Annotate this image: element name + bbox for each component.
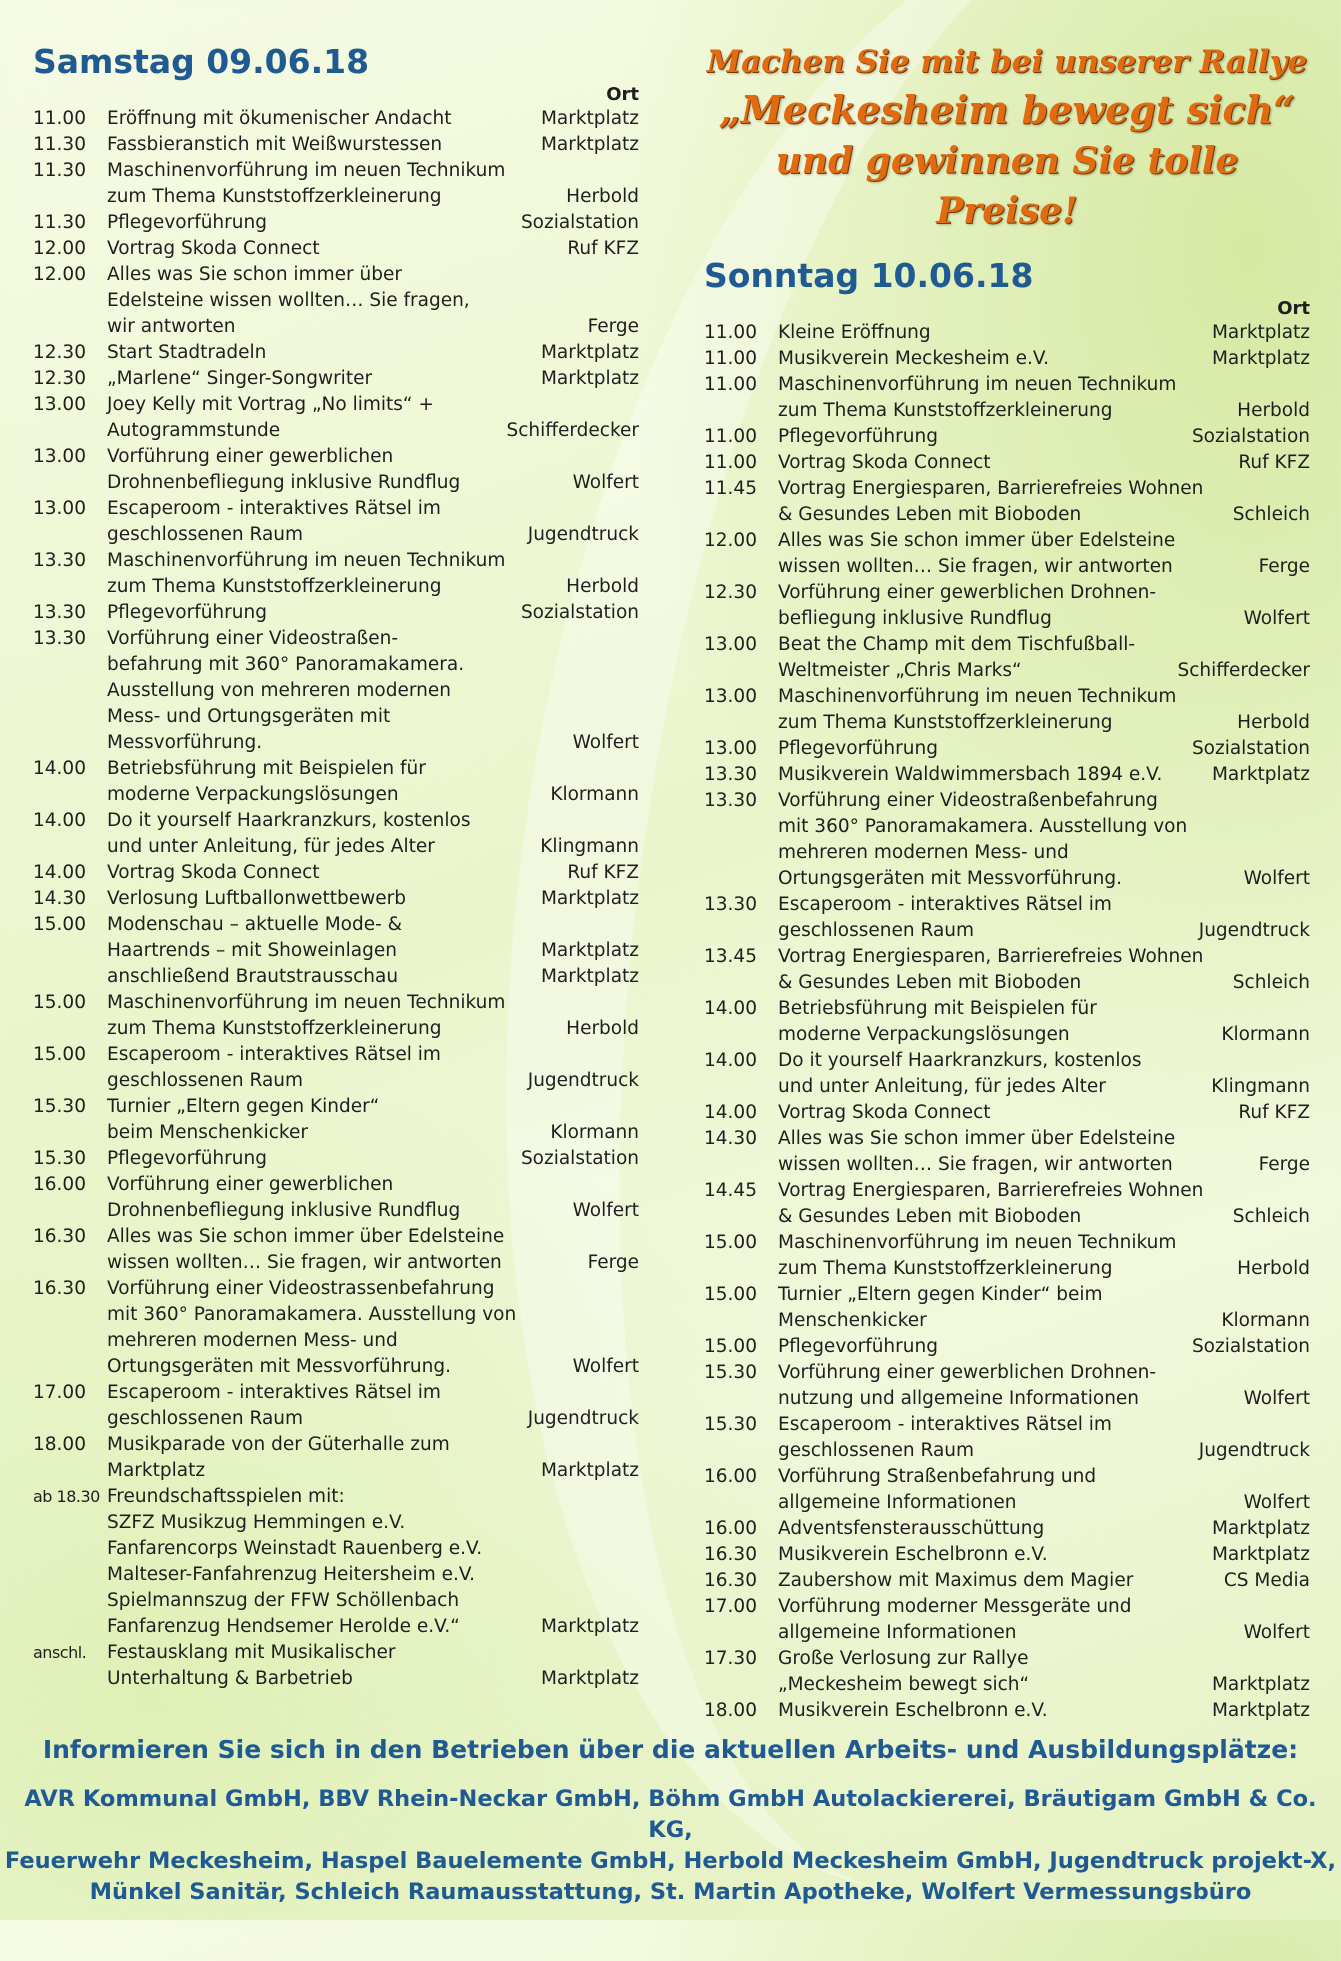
event-location: Ruf KFZ — [1238, 452, 1310, 473]
event-location: Wolfert — [1243, 608, 1310, 629]
event-row — [704, 684, 1310, 736]
event-location: Herbold — [1237, 400, 1310, 421]
event-location: Jugendtruck — [1198, 1440, 1310, 1461]
event-description: Verlosung Luftballonwettbewerb — [107, 888, 406, 909]
event-time: 13.30 — [704, 894, 757, 915]
event-time: 11.30 — [33, 160, 86, 181]
event-description: Maschinenvorführung im neuen Technikum zum Thema Kunststoffzerkleinerung — [107, 160, 506, 207]
event-row — [33, 626, 639, 756]
event-time: 15.00 — [704, 1232, 757, 1253]
event-location: Schleich — [1232, 1206, 1310, 1227]
event-location: Wolfert — [1243, 868, 1310, 889]
event-location: Herbold — [566, 1018, 639, 1039]
event-time: 12.30 — [33, 368, 86, 389]
event-time: 16.00 — [704, 1466, 757, 1487]
event-location: Ferge — [587, 316, 639, 337]
event-time: 13.30 — [33, 628, 86, 649]
event-description: Escaperoom - interaktives Rätsel im geschlossenen Raum — [778, 1414, 1112, 1461]
event-row — [704, 1178, 1310, 1230]
event-description: Festausklang mit Musikalischer Unterhaltung & Barbetrieb — [107, 1642, 396, 1689]
event-location: Ruf KFZ — [567, 238, 639, 259]
event-description: Vortrag Skoda Connect — [107, 238, 320, 259]
event-row — [33, 808, 639, 860]
event-description: Kleine Eröffnung — [778, 322, 931, 343]
event-row — [33, 756, 639, 808]
event-description: Do it yourself Haarkranzkurs, kostenlos und unter Anleitung, für jedes Alter — [778, 1050, 1142, 1097]
event-row — [33, 496, 639, 548]
event-location: Ruf KFZ — [567, 862, 639, 883]
event-time: 13.00 — [33, 498, 86, 519]
event-row — [704, 1646, 1310, 1698]
event-location: Marktplatz — [1211, 1544, 1310, 1565]
event-row — [704, 996, 1310, 1048]
event-location: Marktplatz — [540, 108, 639, 129]
event-description: Vorführung Straßenbefahrung und allgemeine Informationen — [778, 1466, 1097, 1513]
event-row — [704, 1412, 1310, 1464]
event-description: Musikverein Meckesheim e.V. — [778, 348, 1049, 369]
saturday-event-list — [33, 106, 639, 1692]
event-time: 15.30 — [33, 1148, 86, 1169]
event-description: Zaubershow mit Maximus dem Magier — [778, 1570, 1134, 1591]
sunday-title: Sonntag 10.06.18 — [704, 256, 1034, 295]
event-location: Jugendtruck — [527, 1408, 639, 1429]
event-row — [33, 1380, 639, 1432]
event-description: Maschinenvorführung im neuen Technikum zum Thema Kunststoffzerkleinerung — [778, 1232, 1177, 1279]
event-description: Vortrag Skoda Connect — [107, 862, 320, 883]
sunday-column — [704, 40, 1310, 1724]
event-time: 11.00 — [704, 452, 757, 473]
event-description: Vorführung moderner Messgeräte und allgemeine Informationen — [778, 1596, 1132, 1643]
event-description: Vortrag Energiesparen, Barrierefreies Wohnen & Gesundes Leben mit Bioboden — [778, 946, 1204, 993]
event-description: Musikverein Eschelbronn e.V. — [778, 1700, 1048, 1721]
event-row — [704, 1360, 1310, 1412]
event-description: Escaperoom - interaktives Rätsel im geschlossenen Raum — [107, 1382, 441, 1429]
event-location: Marktplatz — [540, 134, 639, 155]
event-row — [704, 1464, 1310, 1516]
event-time: 12.00 — [33, 264, 86, 285]
event-location: Sozialstation — [520, 1148, 639, 1169]
event-row — [33, 1484, 639, 1640]
event-description: Joey Kelly mit Vortrag „No limits“ + Autogrammstunde — [107, 394, 434, 441]
event-description: Alles was Sie schon immer über Edelsteine wissen wollten… Sie fragen, wir antworten — [778, 530, 1176, 577]
event-time: 15.00 — [704, 1284, 757, 1305]
event-description: Escaperoom - interaktives Rätsel im geschlossenen Raum — [107, 1044, 441, 1091]
rallye-line-3: und gewinnen Sie tolle Preise! — [775, 140, 1239, 232]
event-location: Herbold — [566, 186, 639, 207]
event-location: Wolfert — [1243, 1492, 1310, 1513]
event-location: Marktplatz — [540, 888, 639, 909]
event-description: Musikparade von der Güterhalle zum Marktplatz — [107, 1434, 450, 1481]
company-line: Münkel Sanitär, Schleich Raumausstattung, St. Martin Apotheke, Wolfert Vermessungsbüro — [89, 1879, 1252, 1905]
event-row — [704, 1048, 1310, 1100]
event-time: 16.30 — [704, 1570, 757, 1591]
event-location: Klormann — [1221, 1310, 1310, 1331]
event-row — [33, 1146, 639, 1172]
event-description: Turnier „Eltern gegen Kinder“ beim Menschenkicker — [778, 1284, 1103, 1331]
event-location: Marktplatz — [540, 1668, 639, 1689]
event-time: ab 18.30 — [33, 1487, 100, 1506]
event-row — [704, 1100, 1310, 1126]
sunday-event-list — [704, 320, 1310, 1724]
event-row — [33, 262, 639, 340]
event-time: 14.45 — [704, 1180, 757, 1201]
event-row — [33, 1276, 639, 1380]
event-description: Pflegevorführung — [778, 426, 938, 447]
event-location: Marktplatz — [1211, 1518, 1310, 1539]
event-time: 13.45 — [704, 946, 757, 967]
event-location: Marktplatz — [540, 1460, 639, 1481]
event-time: 11.30 — [33, 212, 86, 233]
event-location: Schleich — [1232, 972, 1310, 993]
event-description: Alles was Sie schon immer über Edelsteine wissen wollten… Sie fragen, wir antworten — [107, 264, 470, 337]
event-time: 18.00 — [33, 1434, 86, 1455]
event-description: Musikverein Eschelbronn e.V. — [778, 1544, 1048, 1565]
event-location: Sozialstation — [520, 212, 639, 233]
event-time: 14.00 — [704, 1050, 757, 1071]
company-line: AVR Kommunal GmbH, BBV Rhein-Neckar GmbH, Böhm GmbH Autolackiererei, Bräutigam GmbH & Co. KG, — [24, 1786, 1317, 1843]
event-time: 14.30 — [33, 888, 86, 909]
event-row — [33, 210, 639, 236]
event-time: 11.00 — [704, 322, 757, 343]
event-location: Sozialstation — [1191, 426, 1310, 447]
event-description: Freundschaftsspielen mit: SZFZ Musikzug Hemmingen e.V. Fanfarencorps Weinstadt Rauenberg e.V. Malteser-Fanfahrenzug Heitersheim e.V. Spielmannszug der FFW Schöllenbach Fanfarenzug Hendsemer Herolde e.V.“ — [107, 1486, 483, 1637]
event-row — [704, 424, 1310, 450]
event-row — [33, 990, 639, 1042]
event-location: Ferge — [1258, 1154, 1310, 1175]
event-row — [33, 1640, 639, 1692]
event-location: Marktplatz — [1211, 1700, 1310, 1721]
event-time: 14.00 — [33, 862, 86, 883]
event-row — [704, 1698, 1310, 1724]
event-description: Vortrag Skoda Connect — [778, 1102, 991, 1123]
event-row — [704, 450, 1310, 476]
event-time: 11.00 — [33, 108, 86, 129]
event-location: Herbold — [566, 576, 639, 597]
event-description: Fassbieranstich mit Weißwurstessen — [107, 134, 443, 155]
event-location: Ferge — [1258, 556, 1310, 577]
event-time: 15.00 — [33, 1044, 86, 1065]
event-time: 13.00 — [704, 686, 757, 707]
event-row — [704, 476, 1310, 528]
event-row — [704, 580, 1310, 632]
event-description: Vorführung einer gewerblichen Drohnen- befliegung inklusive Rundflug — [778, 582, 1157, 629]
event-row — [33, 860, 639, 886]
event-description: Betriebsführung mit Beispielen für moderne Verpackungslösungen — [778, 998, 1097, 1045]
event-description: Vorführung einer Videostraßen- befahrung mit 360° Panoramakamera. Ausstellung von mehreren modernen Mess- und Ortungsgeräten mit Messvorführung. — [107, 628, 465, 753]
event-time: 12.30 — [33, 342, 86, 363]
event-location: CS Media — [1223, 1570, 1310, 1591]
event-description: Vorführung einer gewerblichen Drohnen- nutzung und allgemeine Informationen — [778, 1362, 1157, 1409]
event-row — [33, 392, 639, 444]
event-location: Ruf KFZ — [1238, 1102, 1310, 1123]
event-row — [704, 320, 1310, 346]
event-description: Alles was Sie schon immer über Edelsteine wissen wollten… Sie fragen, wir antworten — [107, 1226, 505, 1273]
event-description: Vorführung einer gewerblichen Drohnenbefliegung inklusive Rundflug — [107, 1174, 461, 1221]
event-description: Start Stadtradeln — [107, 342, 267, 363]
event-location: Marktplatz — [540, 1616, 639, 1637]
event-row — [33, 1042, 639, 1094]
event-time: 11.00 — [704, 426, 757, 447]
event-row — [704, 1542, 1310, 1568]
event-description: Maschinenvorführung im neuen Technikum zum Thema Kunststoffzerkleinerung — [778, 374, 1177, 421]
event-time: 13.30 — [704, 764, 757, 785]
event-location: Schifferdecker — [1177, 660, 1310, 681]
event-time: 16.00 — [33, 1174, 86, 1195]
event-location: Sozialstation — [1191, 738, 1310, 759]
event-time: 14.00 — [33, 810, 86, 831]
event-time: 12.00 — [33, 238, 86, 259]
event-location: Klingmann — [540, 836, 639, 857]
event-description: Betriebsführung mit Beispielen für moderne Verpackungslösungen — [107, 758, 426, 805]
event-row — [704, 632, 1310, 684]
event-row — [33, 1172, 639, 1224]
event-time: 13.00 — [33, 394, 86, 415]
event-description: Modenschau – aktuelle Mode- & Haartrends – mit Showeinlagen anschließend Brautstrausschau — [107, 914, 403, 987]
event-description: Musikverein Waldwimmersbach 1894 e.V. — [778, 764, 1163, 785]
event-row — [33, 600, 639, 626]
footer — [0, 1730, 1341, 1908]
event-location: Marktplatz — [540, 368, 639, 389]
event-location: Klormann — [1221, 1024, 1310, 1045]
event-description: Escaperoom - interaktives Rätsel im geschlossenen Raum — [778, 894, 1112, 941]
event-time: 17.00 — [33, 1382, 86, 1403]
company-line: Feuerwehr Meckesheim, Haspel Bauelemente GmbH, Herbold Meckesheim GmbH, Jugendtruck projekt-X, — [4, 1848, 1337, 1874]
event-description: Vorführung einer gewerblichen Drohnenbefliegung inklusive Rundflug — [107, 446, 461, 493]
event-location: Wolfert — [1243, 1622, 1310, 1643]
saturday-ort-label: Ort — [606, 84, 639, 105]
saturday-column — [33, 40, 639, 1692]
event-row — [704, 372, 1310, 424]
event-time: 13.30 — [33, 602, 86, 623]
event-row — [704, 944, 1310, 996]
event-row — [704, 1594, 1310, 1646]
event-time: 15.00 — [33, 914, 86, 935]
event-description: Große Verlosung zur Rallye „Meckesheim bewegt sich“ — [778, 1648, 1030, 1695]
event-description: Turnier „Eltern gegen Kinder“ beim Menschenkicker — [107, 1096, 380, 1143]
rallye-banner — [704, 40, 1310, 236]
event-description: Vortrag Skoda Connect — [778, 452, 991, 473]
event-location: Sozialstation — [1191, 1336, 1310, 1357]
event-row — [33, 340, 639, 366]
event-location: Marktplatz Marktplatz — [540, 940, 639, 987]
event-time: 14.30 — [704, 1128, 757, 1149]
event-description: Pflegevorführung — [107, 212, 267, 233]
saturday-title: Samstag 09.06.18 — [33, 42, 370, 81]
event-row — [704, 346, 1310, 372]
event-description: Pflegevorführung — [107, 602, 267, 623]
event-row — [33, 1432, 639, 1484]
event-location: Schifferdecker — [506, 420, 639, 441]
event-location: Herbold — [1237, 1258, 1310, 1279]
event-time: 11.45 — [704, 478, 757, 499]
event-row — [704, 1568, 1310, 1594]
event-time: 16.30 — [33, 1278, 86, 1299]
event-time: 16.00 — [704, 1518, 757, 1539]
event-location: Sozialstation — [520, 602, 639, 623]
event-time: 15.00 — [33, 992, 86, 1013]
event-time: 14.00 — [33, 758, 86, 779]
event-location: Marktplatz — [1211, 1674, 1310, 1695]
event-location: Marktplatz — [1211, 764, 1310, 785]
event-row — [33, 106, 639, 132]
event-description: Beat the Champ mit dem Tischfußball- Weltmeister „Chris Marks“ — [778, 634, 1136, 681]
event-description: Adventsfensterausschüttung — [778, 1518, 1045, 1539]
sunday-ort-label: Ort — [1277, 298, 1310, 319]
event-time: 14.00 — [704, 1102, 757, 1123]
event-location: Schleich — [1232, 504, 1310, 525]
event-location: Wolfert — [572, 732, 639, 753]
event-row — [33, 444, 639, 496]
event-row — [704, 1230, 1310, 1282]
event-row — [704, 892, 1310, 944]
event-time: 15.00 — [704, 1336, 757, 1357]
event-row — [33, 1094, 639, 1146]
event-time: 11.00 — [704, 348, 757, 369]
event-time: 13.30 — [704, 790, 757, 811]
rallye-line-2: „Meckesheim bewegt sich“ — [718, 87, 1296, 132]
event-time: 15.30 — [704, 1414, 757, 1435]
event-time: 12.30 — [704, 582, 757, 603]
event-time: 11.30 — [33, 134, 86, 155]
event-description: Alles was Sie schon immer über Edelsteine wissen wollten… Sie fragen, wir antworten — [778, 1128, 1176, 1175]
event-location: Klormann — [550, 784, 639, 805]
footer-heading: Informieren Sie sich in den Betrieben über die aktuellen Arbeits- und Ausbildungsplätze: — [42, 1735, 1299, 1764]
event-row — [704, 1334, 1310, 1360]
event-location: Jugendtruck — [527, 1070, 639, 1091]
event-location: Jugendtruck — [527, 524, 639, 545]
event-time: 13.00 — [33, 446, 86, 467]
event-time: 16.30 — [704, 1544, 757, 1565]
event-description: Vortrag Energiesparen, Barrierefreies Wohnen & Gesundes Leben mit Bioboden — [778, 478, 1204, 525]
event-location: Marktplatz — [540, 342, 639, 363]
event-location: Wolfert — [1243, 1388, 1310, 1409]
event-description: Maschinenvorführung im neuen Technikum zum Thema Kunststoffzerkleinerung — [107, 992, 506, 1039]
event-row — [704, 1516, 1310, 1542]
event-time: anschl. — [33, 1643, 87, 1662]
event-location: Wolfert — [572, 1356, 639, 1377]
event-time: 17.00 — [704, 1596, 757, 1617]
event-location: Klormann — [550, 1122, 639, 1143]
event-description: Vortrag Energiesparen, Barrierefreies Wohnen & Gesundes Leben mit Bioboden — [778, 1180, 1204, 1227]
event-location: Herbold — [1237, 712, 1310, 733]
event-description: Eröffnung mit ökumenischer Andacht — [107, 108, 452, 129]
event-time: 13.00 — [704, 738, 757, 759]
event-time: 14.00 — [704, 998, 757, 1019]
event-row — [33, 886, 639, 912]
event-time: 13.30 — [33, 550, 86, 571]
event-description: Maschinenvorführung im neuen Technikum zum Thema Kunststoffzerkleinerung — [778, 686, 1177, 733]
event-description: Do it yourself Haarkranzkurs, kostenlos und unter Anleitung, für jedes Alter — [107, 810, 471, 857]
event-time: 17.30 — [704, 1648, 757, 1669]
event-description: „Marlene“ Singer-Songwriter — [107, 368, 373, 389]
event-row — [33, 1224, 639, 1276]
event-location: Klingmann — [1211, 1076, 1310, 1097]
event-row — [704, 1126, 1310, 1178]
event-row — [33, 236, 639, 262]
event-description: Escaperoom - interaktives Rätsel im geschlossenen Raum — [107, 498, 441, 545]
event-description: Vorführung einer Videostraßenbefahrung mit 360° Panoramakamera. Ausstellung von mehreren modernen Mess- und Ortungsgeräten mit Messvorführung. — [778, 790, 1188, 889]
rallye-line-1: Machen Sie mit bei unserer Rallye — [706, 44, 1308, 80]
event-time: 15.30 — [33, 1096, 86, 1117]
event-row — [33, 548, 639, 600]
event-row — [33, 366, 639, 392]
event-description: Maschinenvorführung im neuen Technikum zum Thema Kunststoffzerkleinerung — [107, 550, 506, 597]
event-description: Pflegevorführung — [778, 1336, 938, 1357]
event-location: Jugendtruck — [1198, 920, 1310, 941]
event-location: Marktplatz — [1211, 322, 1310, 343]
event-description: Pflegevorführung — [778, 738, 938, 759]
event-location: Marktplatz — [1211, 348, 1310, 369]
event-location: Ferge — [587, 1252, 639, 1273]
event-row — [704, 528, 1310, 580]
event-location: Wolfert — [572, 1200, 639, 1221]
event-time: 15.30 — [704, 1362, 757, 1383]
event-row — [33, 912, 639, 990]
event-description: Pflegevorführung — [107, 1148, 267, 1169]
event-time: 13.00 — [704, 634, 757, 655]
event-row — [704, 736, 1310, 762]
event-row — [704, 762, 1310, 788]
event-time: 18.00 — [704, 1700, 757, 1721]
event-time: 11.00 — [704, 374, 757, 395]
event-row — [704, 1282, 1310, 1334]
event-row — [704, 788, 1310, 892]
event-time: 16.30 — [33, 1226, 86, 1247]
event-row — [33, 158, 639, 210]
event-location: Wolfert — [572, 472, 639, 493]
event-description: Vorführung einer Videostrassenbefahrung mit 360° Panoramakamera. Ausstellung von mehreren modernen Mess- und Ortungsgeräten mit Messvorführung. — [107, 1278, 517, 1377]
event-row — [33, 132, 639, 158]
event-time: 12.00 — [704, 530, 757, 551]
